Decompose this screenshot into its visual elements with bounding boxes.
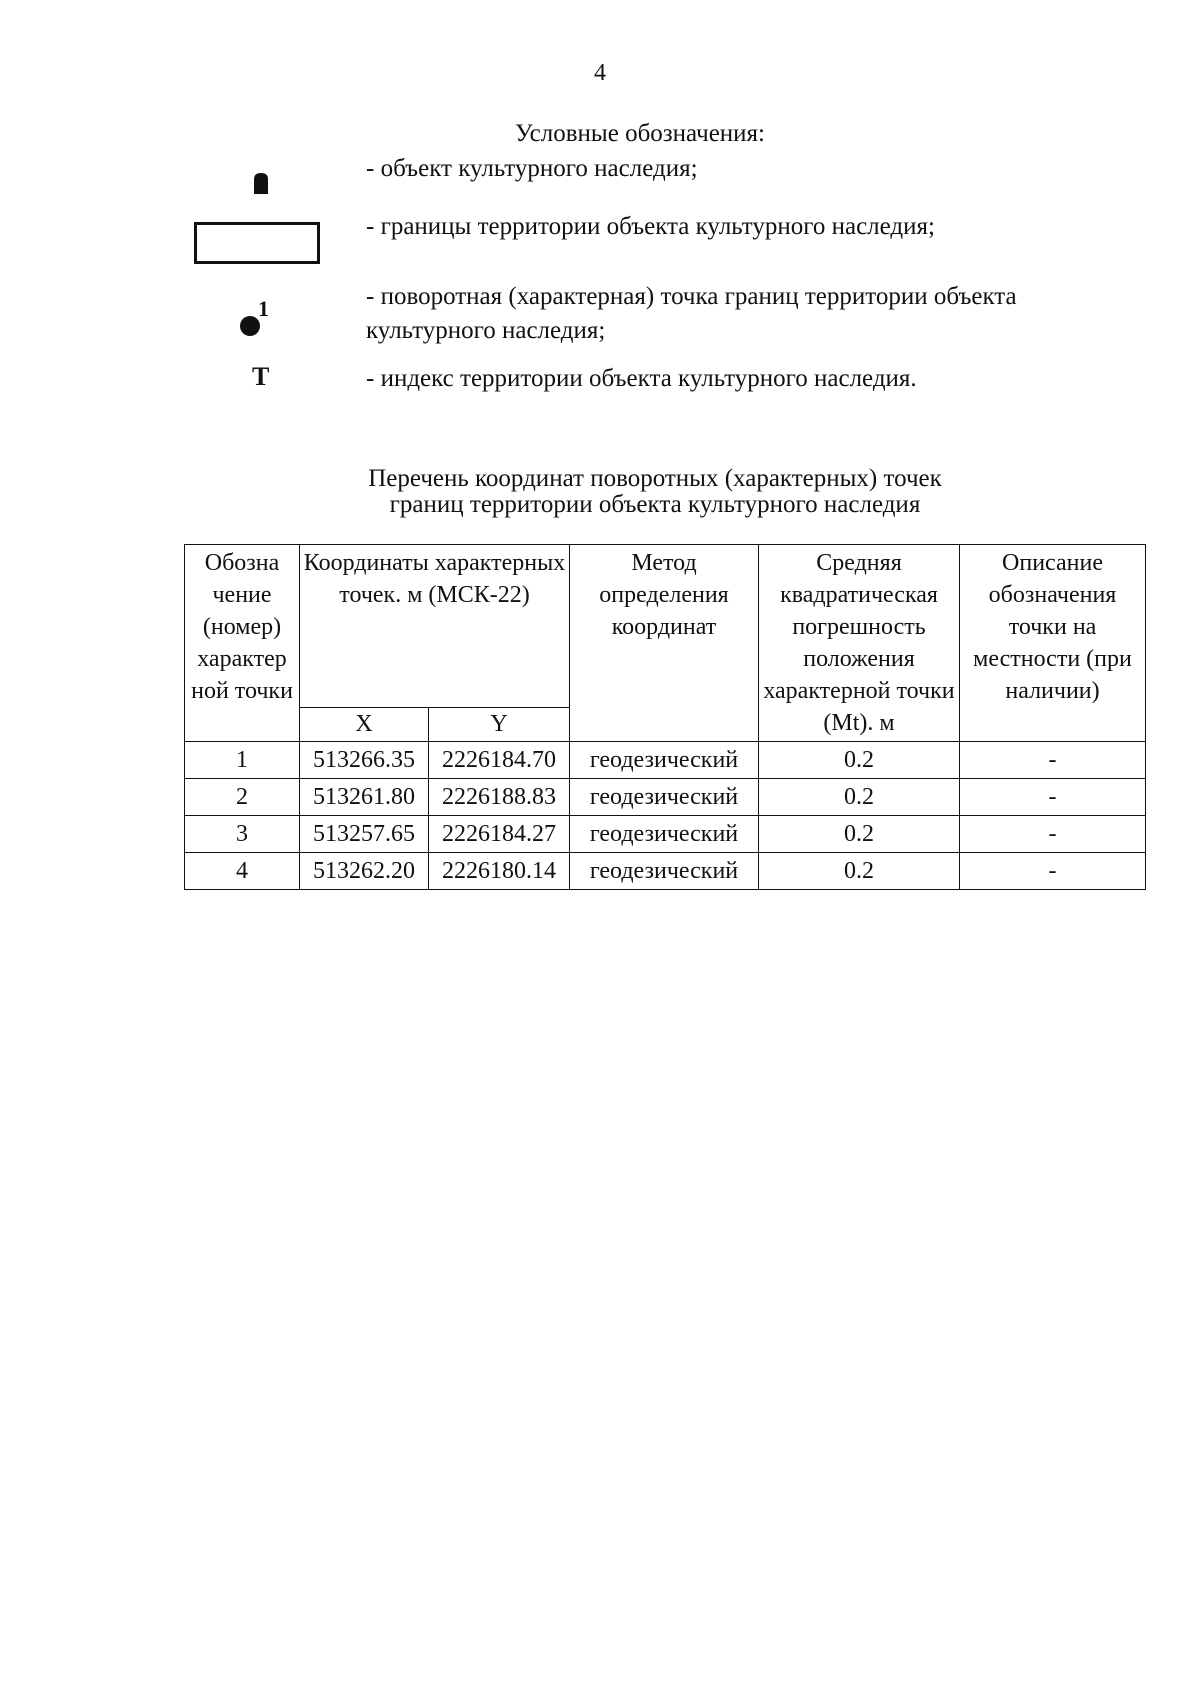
cell-description: - — [960, 816, 1146, 853]
cell-x: 513266.35 — [300, 742, 429, 779]
cell-num: 4 — [185, 853, 300, 890]
page-number: 4 — [594, 60, 606, 86]
point-number-label: 1 — [258, 296, 269, 321]
cell-num: 1 — [185, 742, 300, 779]
territory-border-icon — [194, 222, 320, 264]
territory-index-icon: Т — [252, 362, 270, 391]
header-y: Y — [429, 708, 570, 742]
header-designation: Обозна чение (номер) характер ной точки — [185, 545, 300, 742]
header-method: Метод определения координат — [570, 545, 759, 742]
cell-description: - — [960, 779, 1146, 816]
cell-method: геодезический — [570, 742, 759, 779]
cell-y: 2226180.14 — [429, 853, 570, 890]
turning-point-icon — [240, 296, 276, 340]
legend-item-text: - поворотная (характерная) точка границ территории объекта культурного наследия; — [366, 283, 1017, 344]
cell-error: 0.2 — [759, 816, 960, 853]
cell-method: геодезический — [570, 853, 759, 890]
cultural-heritage-object-icon — [252, 172, 270, 194]
cell-num: 2 — [185, 779, 300, 816]
cell-x: 513261.80 — [300, 779, 429, 816]
cell-error: 0.2 — [759, 779, 960, 816]
cell-method: геодезический — [570, 816, 759, 853]
legend-item-text: - объект культурного наследия; — [366, 155, 698, 182]
header-coordinates: Координаты характерных точек. м (МСК-22) — [300, 545, 570, 708]
header-description: Описание обозначения точки на местности (при наличии) — [960, 545, 1146, 742]
table-title-line: Перечень координат поворотных (характерных) точек — [368, 465, 942, 492]
table-row — [185, 853, 1146, 890]
cell-error: 0.2 — [759, 853, 960, 890]
legend-title: Условные обозначения: — [514, 120, 766, 147]
cell-error: 0.2 — [759, 742, 960, 779]
table-row — [185, 779, 1146, 816]
cell-x: 513262.20 — [300, 853, 429, 890]
cell-num: 3 — [185, 816, 300, 853]
table-row — [185, 742, 1146, 779]
coordinates-table — [184, 544, 1146, 890]
legend-item-text: - индекс территории объекта культурного наследия. — [366, 365, 917, 392]
header-x: X — [300, 708, 429, 742]
table-title — [0, 466, 1200, 518]
cell-description: - — [960, 853, 1146, 890]
cell-description: - — [960, 742, 1146, 779]
point-dot — [240, 316, 260, 336]
table-title-line: границ территории объекта культурного наследия — [389, 491, 921, 518]
cell-method: геодезический — [570, 779, 759, 816]
cell-y: 2226184.70 — [429, 742, 570, 779]
cell-y: 2226188.83 — [429, 779, 570, 816]
cell-y: 2226184.27 — [429, 816, 570, 853]
table-row — [185, 816, 1146, 853]
legend-item-text: - границы территории объекта культурного наследия; — [366, 213, 935, 240]
header-error: Средняя квадратическая погрешность положения характерной точки (Mt). м — [759, 545, 960, 742]
cell-x: 513257.65 — [300, 816, 429, 853]
